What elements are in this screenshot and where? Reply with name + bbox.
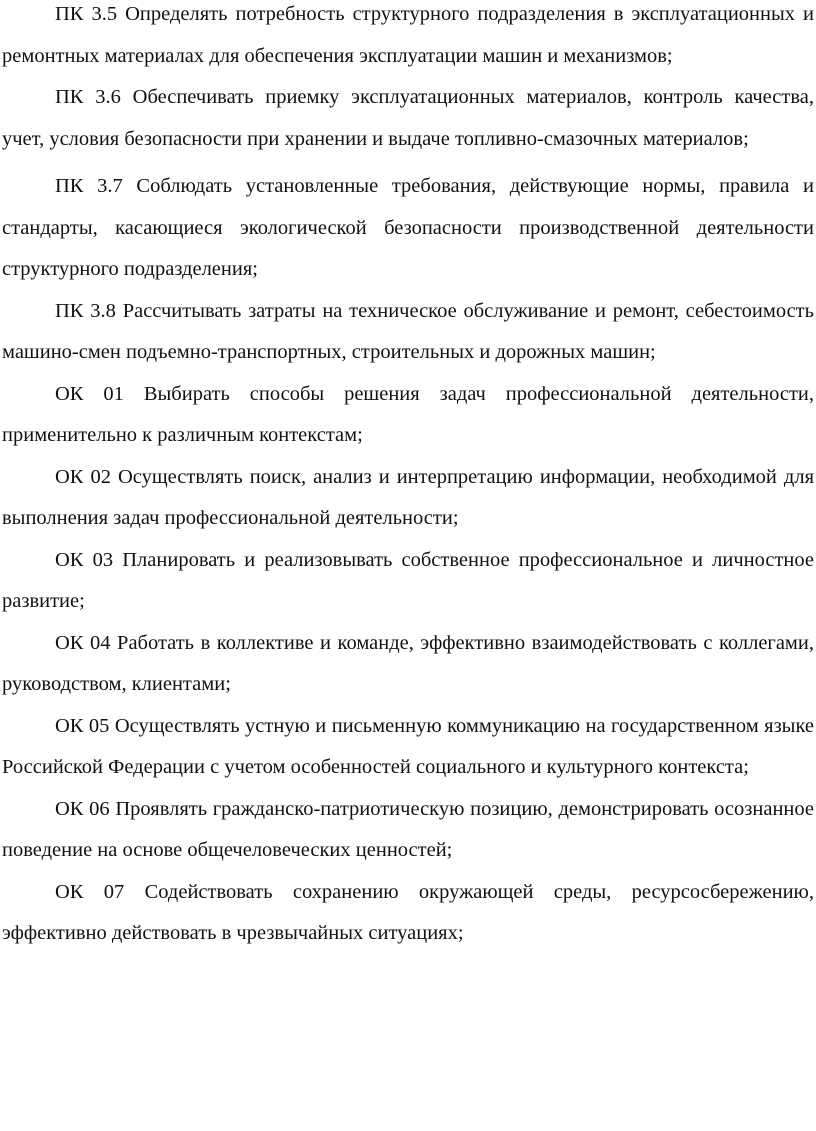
- paragraph-ok-05: ОК 05 Осуществлять устную и письменную коммуникацию на государственном языке Российской Федерации с учетом особенностей социального и культурного контекста;: [2, 714, 814, 778]
- paragraph-pk-3-8: ПК 3.8 Рассчитывать затраты на техническое обслуживание и ремонт, себестоимость машино-смен подъемно-транспортных, строительных и дорожных машин;: [2, 299, 814, 363]
- paragraph-pk-3-7: ПК 3.7 Соблюдать установленные требования, действующие нормы, правила и стандарты, касающиеся экологической безопасности производственной деятельности структурного подразделения;: [2, 175, 814, 280]
- paragraph-ok-02: ОК 02 Осуществлять поиск, анализ и интерпретацию информации, необходимой для выполнения задач профессиональной деятельности;: [2, 465, 814, 529]
- paragraph-pk-3-6: ПК 3.6 Обеспечивать приемку эксплуатационных материалов, контроль качества, учет, условия безопасности при хранении и выдаче топливно-смазочных материалов;: [2, 86, 814, 150]
- paragraph-ok-06: ОК 06 Проявлять гражданско-патриотическую позицию, демонстрировать осознанное поведение на основе общечеловеческих ценностей;: [2, 797, 814, 861]
- paragraph-ok-04: ОК 04 Работать в коллективе и команде, эффективно взаимодействовать с коллегами, руководством, клиентами;: [2, 631, 814, 695]
- paragraph-ok-07: ОК 07 Содействовать сохранению окружающей среды, ресурсосбережению, эффективно действовать в чрезвычайных ситуациях;: [2, 880, 814, 944]
- paragraph-ok-01: ОК 01 Выбирать способы решения задач профессиональной деятельности, применительно к различным контекстам;: [2, 382, 814, 446]
- paragraph-pk-3-5: ПК 3.5 Определять потребность структурного подразделения в эксплуатационных и ремонтных материалах для обеспечения эксплуатации машин и механизмов;: [2, 3, 814, 67]
- paragraph-ok-03: ОК 03 Планировать и реализовывать собственное профессиональное и личностное развитие;: [2, 548, 814, 612]
